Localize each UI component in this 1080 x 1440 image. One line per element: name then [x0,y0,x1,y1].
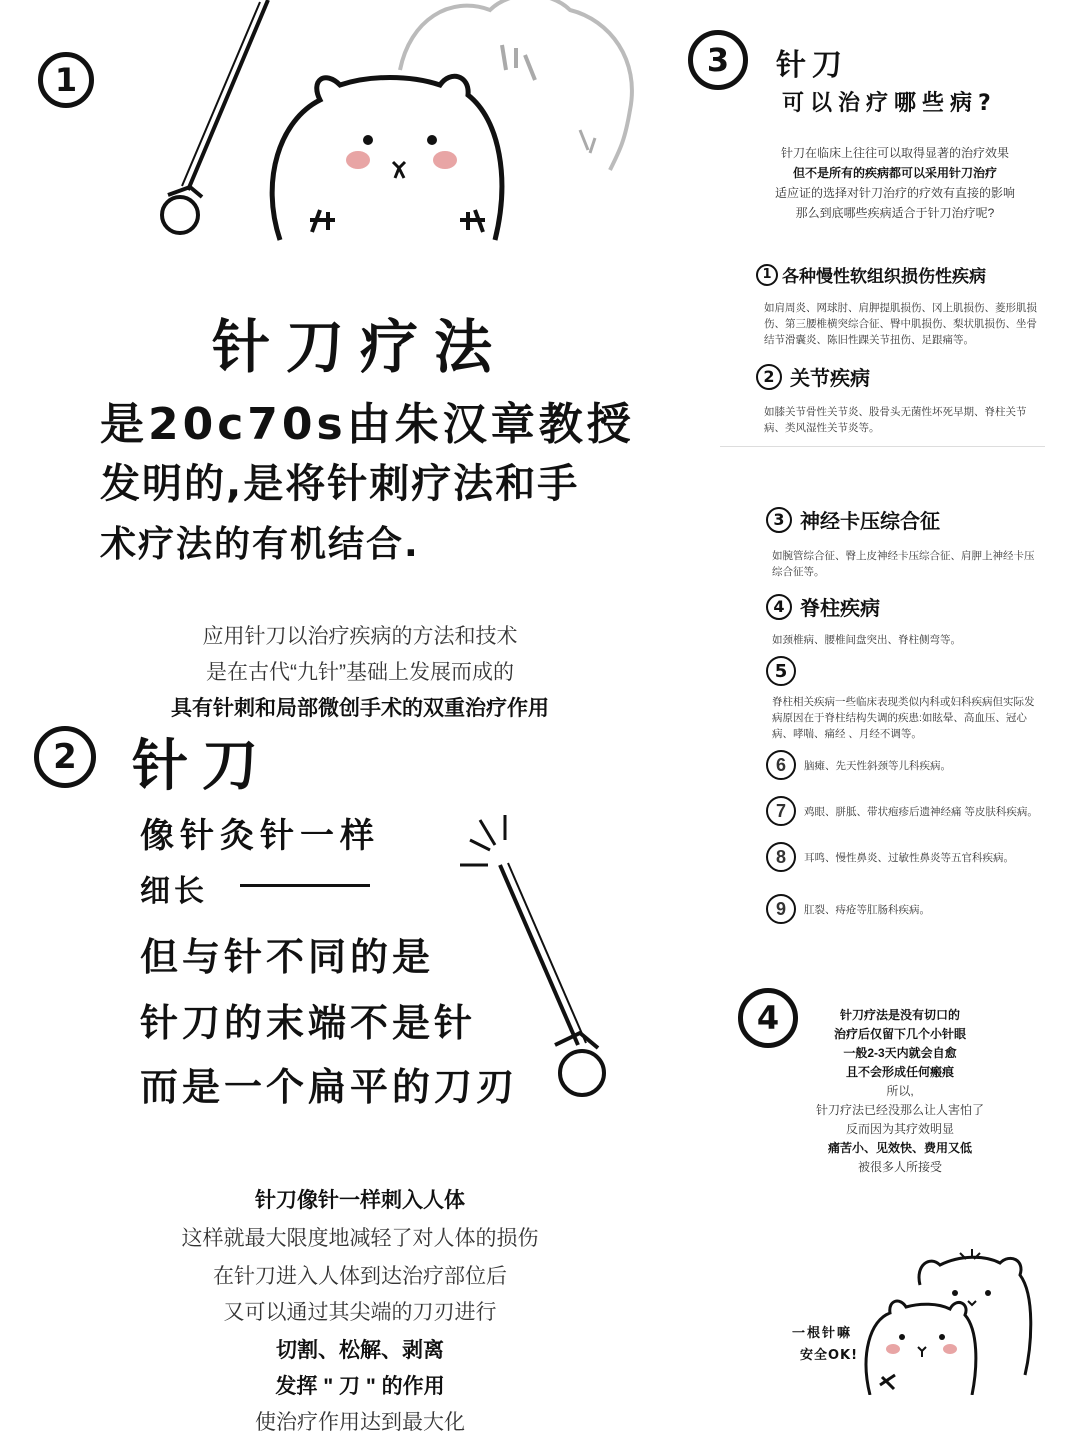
section2-body-1: 针刀像针一样刺入人体 [255,1189,465,1212]
section3-divider [720,446,1045,447]
section4-body-5: 所以, [886,1084,914,1098]
section2-line-2: 细长 [140,874,208,909]
disease-item-5-heading [766,656,804,686]
disease-item-1-heading [756,262,986,287]
section1-number-text: 1 [54,61,78,99]
section3-intro-3: 适应证的选择对针刀治疗的疗效有直接的影响 [774,186,1015,200]
section1-body-3: 具有针刺和局部微创手术的双重治疗作用 [171,697,549,720]
bear-speech-1: 一根针嘛 [792,1326,853,1341]
disease-item-9 [766,894,930,924]
section2-number [34,726,96,788]
item-9-number: 9 [766,894,796,924]
item-5-desc: 脊柱相关疾病一些临床表现类似内科或妇科疾病但实际发病原因在于脊柱结构失调的疾患:如眩晕、高血压、冠心病、哮喘、痛经 、月经不调等。 [772,696,1035,740]
item-4-number: 4 [766,594,792,620]
section4-number [738,988,798,1048]
section3-intro-2: 但不是所有的疾病都可以采用针刀治疗 [792,166,997,180]
item-1-title: 各种慢性软组织损伤性疾病 [782,267,986,287]
section2-line-5: 而是一个扁平的刀刃 [140,1065,519,1109]
section2-number-text: 2 [53,737,77,777]
item-7-desc: 鸡眼、胼胝、带状疱疹后遗神经痛 等皮肤科疾病。 [804,805,1038,818]
section4-body-2: 治疗后仅留下几个小针眼 [833,1027,966,1041]
bear-illustration-bottom [860,1245,1040,1395]
section3-title: 针刀 [776,48,848,83]
item-3-desc: 如腕管综合征、臀上皮神经卡压综合征、肩胛上神经卡压综合征等。 [772,550,1035,578]
item-2-title: 关节疾病 [790,366,870,390]
section4-body-4: 且不会形成任何瘢痕 [845,1065,954,1079]
item-1-number: 1 [756,264,778,286]
section1-line-2: 发明的,是将针刺疗法和手 [100,461,580,507]
section1-title: 针刀疗法 [211,313,508,381]
item-6-desc: 脑瘫、先天性斜颈等儿科疾病。 [804,759,951,772]
section3-intro-4: 那么到底哪些疾病适合于针刀治疗呢? [795,206,995,220]
item-8-number: 8 [766,842,796,872]
section3-subtitle: 可以治疗哪些病? [782,91,997,116]
section2-line-1: 像针灸针一样 [140,816,380,856]
bear-speech-2: 安全OK! [800,1348,859,1363]
section3-intro-1: 针刀在临床上往往可以取得显著的治疗效果 [780,146,1009,160]
item-3-number: 3 [766,507,792,533]
item-8-desc: 耳鸣、慢性鼻炎、过敏性鼻炎等五官科疾病。 [804,851,1014,864]
section2-body-7: 使治疗作用达到最大化 [255,1411,465,1434]
section2-body-6: 发挥 " 刀 " 的作用 [275,1375,445,1398]
item-9-desc: 肛裂、痔疮等肛肠科疾病。 [804,903,930,916]
item-4-title: 脊柱疾病 [800,596,880,620]
section4-body-7: 反而因为其疗效明显 [845,1122,954,1136]
section4-body-6: 针刀疗法已经没那么让人害怕了 [815,1103,984,1117]
section2-body-2: 这样就最大限度地减轻了对人体的损伤 [181,1227,539,1250]
disease-item-8 [766,842,1014,872]
disease-item-4-heading [766,592,880,621]
disease-item-3-heading [766,505,940,534]
item-7-number: 7 [766,796,796,826]
needle-knife-illustration [450,815,620,1105]
section2-dash-line [240,884,370,887]
section4-body-8: 痛苦小、见效快、费用又低 [827,1141,972,1155]
item-2-number: 2 [756,364,782,390]
section2-line-4: 针刀的末端不是针 [140,1001,477,1045]
item-6-number: 6 [766,750,796,780]
section2-title: 针刀 [132,734,272,799]
section1-number [38,52,94,108]
item-5-number: 5 [766,656,796,686]
section1-body-1: 应用针刀以治疗疾病的方法和技术 [202,625,518,648]
item-4-desc: 如颈椎病、腰椎间盘突出、脊柱侧弯等。 [772,634,961,646]
section2-body-3: 在针刀进入人体到达治疗部位后 [213,1265,507,1288]
bear-illustration-top [150,0,650,250]
section3-number-text: 3 [706,41,730,79]
section2-line-3: 但与针不同的是 [140,935,435,979]
disease-item-2-heading [756,362,870,391]
section2-body-4: 又可以通过其尖端的刀刃进行 [223,1301,497,1324]
section1-body-2: 是在古代“九针”基础上发展而成的 [206,661,514,684]
section4-body-1: 针刀疗法是没有切口的 [839,1008,960,1022]
item-1-desc: 如肩周炎、网球肘、肩胛提肌损伤、冈上肌损伤、菱形肌损伤、第三腰椎横突综合征、臀中肌损伤、梨状肌损伤、坐骨结节滑囊炎、陈旧性踝关节扭伤、足跟痛等。 [764,302,1037,346]
section4-body-3: 一般2-3天内就会自愈 [843,1046,957,1060]
disease-item-7 [766,796,1038,826]
section3-number [688,30,748,90]
section4-body-9: 被很多人所接受 [857,1160,942,1174]
section2-body-5: 切割、松解、剥离 [276,1339,444,1362]
section1-line-1: 是20c70s由朱汉章教授 [100,399,635,450]
item-2-desc: 如膝关节骨性关节炎、股骨头无菌性坏死早期、脊柱关节病、类风湿性关节炎等。 [764,406,1027,434]
disease-item-6 [766,750,951,780]
item-3-title: 神经卡压综合征 [800,509,940,533]
section4-number-text: 4 [756,999,780,1037]
section1-line-3: 术疗法的有机结合. [100,524,420,565]
